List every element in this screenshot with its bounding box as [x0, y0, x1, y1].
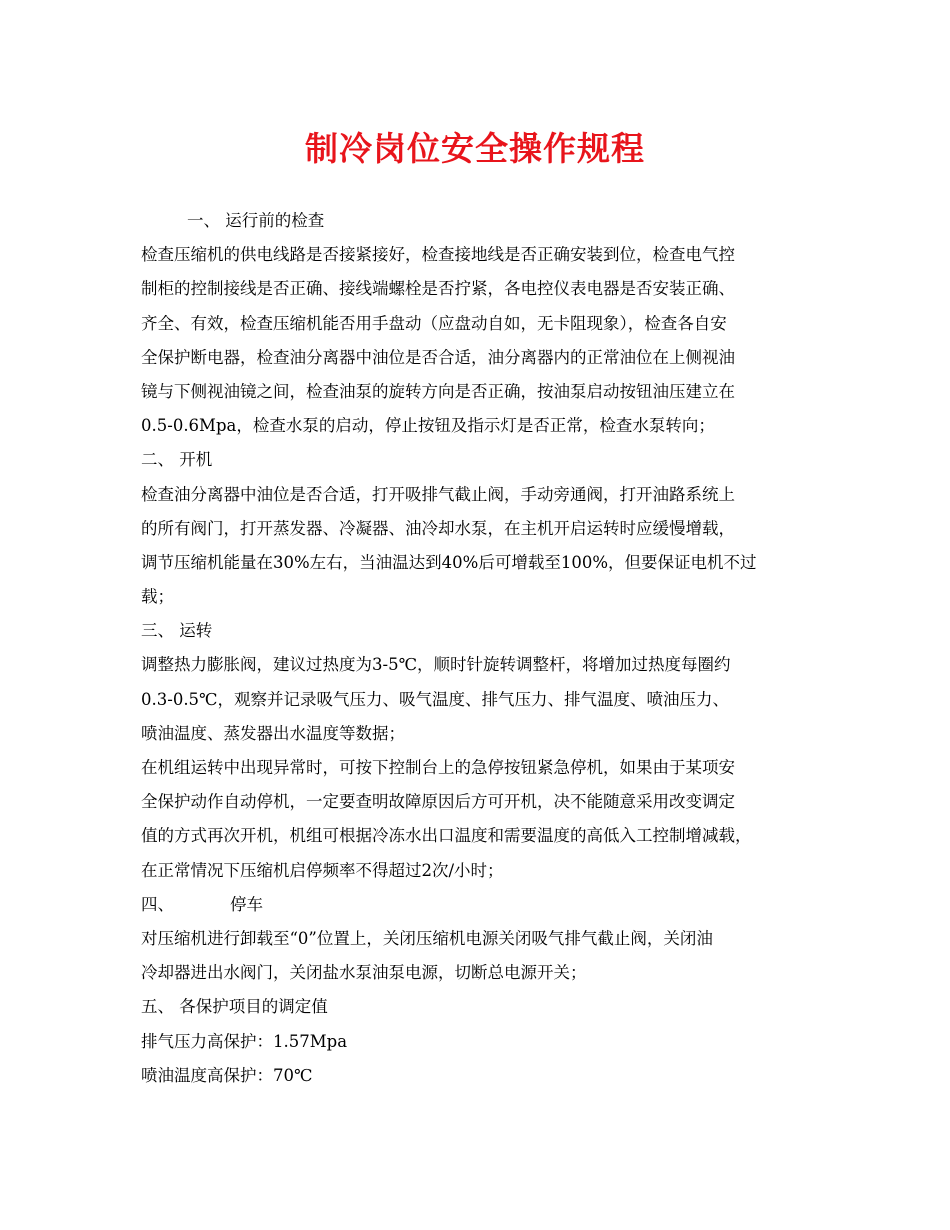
- paragraph-line: 的所有阀门，打开蒸发器、冷凝器、油冷却水泵，在主机开启运转时应缓慢增载，: [141, 518, 735, 538]
- paragraph-line: 全保护动作自动停机，一定要查明故障原因后方可开机，决不能随意采用改变调定: [141, 792, 735, 812]
- section-heading-4: [141, 888, 821, 922]
- section-heading-4-number: 四、: [141, 894, 174, 914]
- paragraph-line: 0.5-0.6Mpa，检查水泵的启动，停止按钮及指示灯是否正常，检查水泵转向；: [141, 416, 715, 436]
- paragraph-line: 检查油分离器中油位是否合适，打开吸排气截止阀，手动旁通阀，打开油路系统上: [141, 484, 735, 504]
- paragraph-line: 检查压缩机的供电线路是否接紧接好，检查接地线是否正确安装到位，检查电气控: [141, 245, 735, 265]
- paragraph-line: 冷却器进出水阀门，关闭盐水泵油泵电源，切断总电源开关；: [141, 963, 587, 983]
- paragraph-line: 调整热力膨胀阀，建议过热度为3-5℃，顺时针旋转调整杆，将增加过热度每圈约: [141, 655, 731, 675]
- paragraph-line: 调节压缩机能量在30%左右，当油温达到40%后可增载至100%，但要保证电机不过: [141, 552, 757, 572]
- paragraph-line: 制柜的控制接线是否正确、接线端螺栓是否拧紧，各电控仪表电器是否安装正确、: [141, 279, 735, 299]
- paragraph-line: 值的方式再次开机，机组可根据冷冻水出口温度和需要温度的高低入工控制增减载，: [141, 826, 752, 846]
- section-heading-3: 三、 运转: [141, 621, 213, 641]
- paragraph-line: 在正常情况下压缩机启停频率不得超过2次/小时；: [141, 860, 504, 880]
- paragraph-line: 喷油温度高保护：70℃: [141, 1065, 313, 1085]
- page-title: 制冷岗位安全操作规程: [305, 129, 645, 168]
- section-heading-1: 一、 运行前的检查: [187, 211, 325, 230]
- section-heading-2: 二、 开机: [141, 450, 213, 470]
- paragraph-line: 齐全、有效，检查压缩机能否用手盘动（应盘动自如，无卡阻现象），检查各自安: [141, 313, 727, 333]
- paragraph-line: 在机组运转中出现异常时，可按下控制台上的急停按钮紧急停机，如果由于某项安: [141, 758, 735, 777]
- section-heading-4-label: 停车: [230, 894, 263, 914]
- paragraph-line: 排气压力高保护：1.57Mpa: [141, 1031, 348, 1051]
- section-heading-5: 五、 各保护项目的调定值: [141, 997, 328, 1017]
- paragraph-line: 喷油温度、蒸发器出水温度等数据；: [141, 723, 405, 743]
- paragraph-line: 镜与下侧视油镜之间，检查油泵的旋转方向是否正确，按油泵启动按钮油压建立在: [141, 381, 735, 401]
- paragraph-line: 全保护断电器，检查油分离器中油位是否合适，油分离器内的正常油位在上侧视油: [141, 347, 735, 367]
- paragraph-line: 对压缩机进行卸载至“0”位置上，关闭压缩机电源关闭吸气排气截止阀，关闭油: [141, 928, 713, 948]
- paragraph-line: 载；: [141, 587, 174, 607]
- document-body: [141, 204, 821, 1093]
- paragraph-line: 0.3-0.5℃，观察并记录吸气压力、吸气温度、排气压力、排气温度、喷油压力、: [141, 689, 730, 709]
